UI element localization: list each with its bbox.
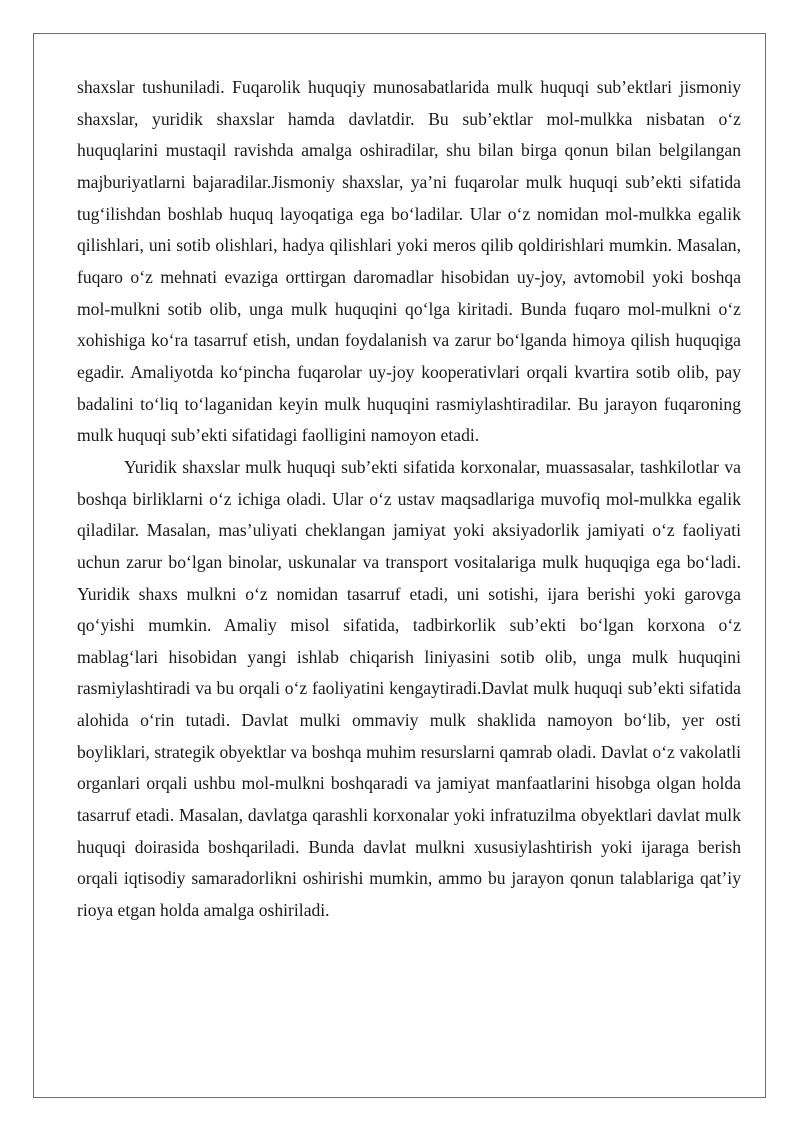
paragraph-continuation: shaxslar tushuniladi. Fuqarolik huquqiy munosabatlarida mulk huquqi sub’ektlari jismoniy shaxslar, yuridik shaxslar hamda davlatdir. Bu sub’ektlar mol-mulkka nisbatan o‘z huquqlarini mustaqil ravishda amalga oshiradilar, shu bilan birga qonun bilan belgilangan majburiyatlarni bajaradilar.Jismoniy shaxslar, ya’ni fuqarolar mulk huquqi sub’ekti sifatida tug‘ilishdan boshlab huquq layoqatiga ega bo‘ladilar. Ular o‘z nomidan mol-mulkka egalik qilishlari, uni sotib olishlari, hadya qilishlari yoki meros qilib qoldirishlari mumkin. Masalan, fuqaro o‘z mehnati evaziga orttirgan daromadlar hisobidan uy-joy, avtomobil yoki boshqa mol-mulkni sotib olib, unga mulk huquqini qo‘lga kiritadi. Bunda fuqaro mol-mulkni o‘z xohishiga ko‘ra tasarruf etish, undan foydalanish va zarur bo‘lganda himoya qilish huquqiga egadir. Amaliyotda ko‘pincha fuqarolar uy-joy kooperativlari orqali kvartira sotib olib, pay badalini to‘liq to‘laganidan keyin mulk huquqini rasmiylashtiradilar. Bu jarayon fuqaroning mulk huquqi sub’ekti sifatidagi faolligini namoyon etadi. [77, 77, 741, 446]
paragraph-legal-entities: Yuridik shaxslar mulk huquqi sub’ekti sifatida korxonalar, muassasalar, tashkilotlar va boshqa birliklarni o‘z ichiga oladi. Ular o‘z ustav maqsadlariga muvofiq mol-mulkka egalik qiladilar. Masalan, mas’uliyati cheklangan jamiyat yoki aksiyadorlik jamiyati o‘z faoliyati uchun zarur bo‘lgan binolar, uskunalar va transport vositalariga mulk huquqiga ega bo‘ladi. Yuridik shaxs mulkni o‘z nomidan tasarruf etadi, uni sotishi, ijara berishi yoki garovga qo‘yishi mumkin. Amaliy misol sifatida, tadbirkorlik sub’ekti bo‘lgan korxona o‘z mablag‘lari hisobidan yangi ishlab chiqarish liniyasini sotib olib, unga mulk huquqini rasmiylashtiradi va bu orqali o‘z faoliyatini kengaytiradi.Davlat mulk huquqi sub’ekti sifatida alohida o‘rin tutadi. Davlat mulki ommaviy mulk shaklida namoyon bo‘lib, yer osti boyliklari, strategik obyektlar va boshqa muhim resurslarni qamrab oladi. Davlat o‘z vakolatli organlari orqali ushbu mol-mulkni boshqaradi va jamiyat manfaatlarini hisobga olgan holda tasarruf etadi. Masalan, davlatga qarashli korxonalar yoki infratuzilma obyektlari davlat mulk huquqi doirasida boshqariladi. Bunda davlat mulkni xususiylashtirish yoki ijaraga berish orqali iqtisodiy samaradorlikni oshirishi mumkin, ammo bu jarayon qonun talablariga qat’iy rioya etgan holda amalga oshiriladi. [77, 456, 741, 921]
document-body [77, 72, 741, 927]
